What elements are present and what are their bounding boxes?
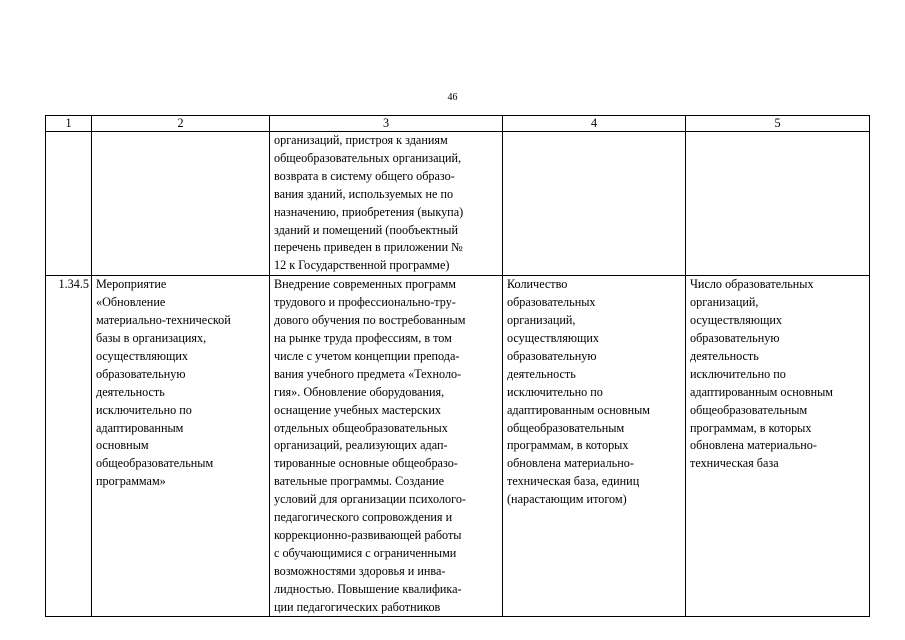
table-header-row xyxy=(46,116,870,132)
table-row-continuation xyxy=(46,132,870,276)
header-col-3: 3 xyxy=(270,116,503,132)
measure-description-cell: организаций, пристроя к зданиям общеобразовательных организаций, возврата в систему общего образо- вания зданий, используемых не по назначению, приобретения (выкупа) зданий и помещений (пообъектный перечень приведен в приложении № 12 к Государственной программе) xyxy=(270,132,503,276)
result-cell: Число образовательных организаций, осуществляющих образовательную деятельность исключительно по адаптированным основным общеобразовательным программам, в которых обновлена материально- техническая база xyxy=(686,276,870,617)
indicator-cell: Количество образовательных организаций, осуществляющих образовательную деятельность исключительно по адаптированным основным общеобразовательным программам, в которых обновлена материально- техническая база, единиц (нарастающим итогом) xyxy=(503,276,686,617)
header-col-1: 1 xyxy=(46,116,92,132)
table-row-1-34-5 xyxy=(46,276,870,617)
header-col-2: 2 xyxy=(92,116,270,132)
measures-table xyxy=(45,115,870,617)
row-number-cell xyxy=(46,132,92,276)
page-number: 46 xyxy=(447,92,458,103)
result-cell xyxy=(686,132,870,276)
measure-description-cell: Внедрение современных программ трудового и профессионально-тру- дового обучения по востребованным на рынке труда профессиям, в том числе с учетом концепции препода- вания учебного предмета «Техноло- гия». Обновление оборудования, оснащение учебных мастерских отдельных общеобразовательных организаций, реализующих адап- тированные основные общеобразо- вательные программы. Создание условий для организации психолого- педагогического сопровождения и коррекционно-развивающей работы с обучающимися с ограниченными возможностями здоровья и инва- лидностью. Повышение квалифика- ции педагогических работников xyxy=(270,276,503,617)
header-col-4: 4 xyxy=(503,116,686,132)
header-col-5: 5 xyxy=(686,116,870,132)
measure-name-cell xyxy=(92,132,270,276)
indicator-cell xyxy=(503,132,686,276)
row-number-cell: 1.34.5 xyxy=(46,276,92,617)
measure-name-cell: Мероприятие «Обновление материально-технической базы в организациях, осуществляющих образовательную деятельность исключительно по адаптированным основным общеобразовательным программам» xyxy=(92,276,270,617)
